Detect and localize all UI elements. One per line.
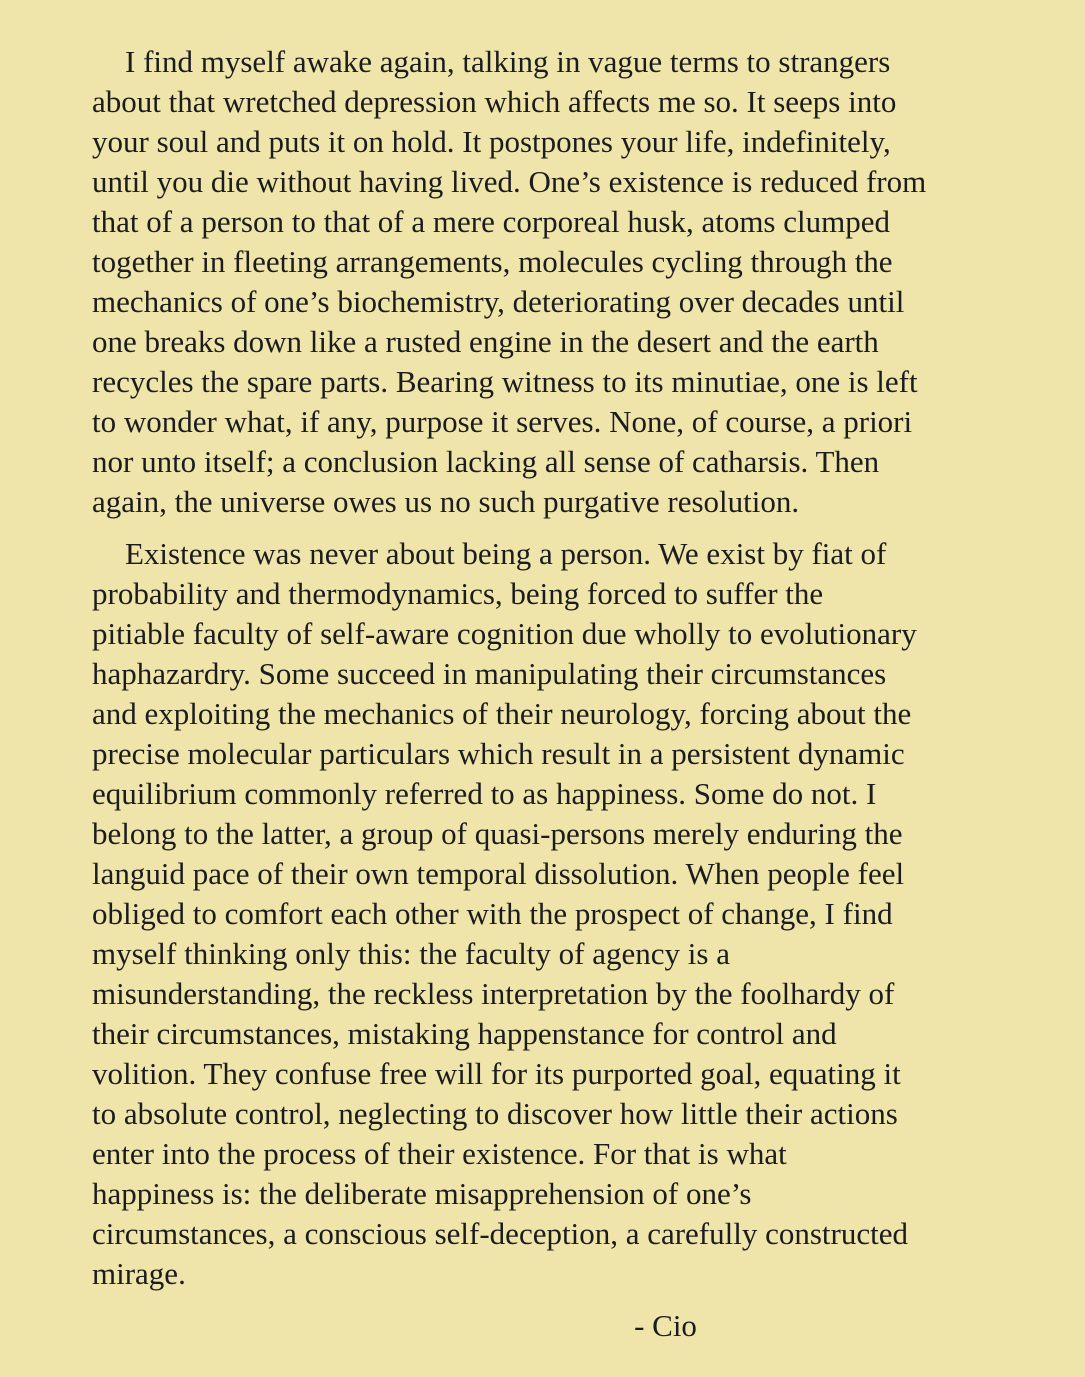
text-line: again, the universe owes us no such purgative resolution.: [92, 484, 800, 519]
text-line: circumstances, a conscious self-deception, a carefully constructed: [92, 1216, 908, 1251]
text-line: recycles the spare parts. Bearing witness to its minutiae, one is left: [92, 364, 918, 399]
text-line: haphazardry. Some succeed in manipulating their circumstances: [92, 656, 887, 691]
text-line: to wonder what, if any, purpose it serves. None, of course, a priori: [92, 404, 913, 439]
text-line: happiness is: the deliberate misapprehension of one’s: [92, 1176, 752, 1211]
text-line: and exploiting the mechanics of their neurology, forcing about the: [92, 696, 912, 731]
text-line: to absolute control, neglecting to discover how little their actions: [92, 1096, 898, 1131]
text-line: languid pace of their own temporal dissolution. When people feel: [92, 856, 905, 891]
text-line: volition. They confuse free will for its purported goal, equating it: [92, 1056, 901, 1091]
text-line: misunderstanding, the reckless interpretation by the foolhardy of: [92, 976, 895, 1011]
text-line: that of a person to that of a mere corporeal husk, atoms clumped: [92, 204, 890, 239]
text-line: belong to the latter, a group of quasi-persons merely enduring the: [92, 816, 903, 851]
signature: - Cio: [634, 1308, 697, 1343]
text-line: your soul and puts it on hold. It postpones your life, indefinitely,: [92, 124, 891, 159]
text-line: probability and thermodynamics, being forced to suffer the: [92, 576, 824, 611]
text-line: I find myself awake again, talking in vague terms to strangers: [125, 44, 891, 79]
paragraph: [92, 534, 997, 1294]
text-line: together in fleeting arrangements, molecules cycling through the: [92, 244, 893, 279]
text-line: equilibrium commonly referred to as happiness. Some do not. I: [92, 776, 877, 811]
text-line: about that wretched depression which affects me so. It seeps into: [92, 84, 897, 119]
text-line: until you die without having lived. One’s existence is reduced from: [92, 164, 927, 199]
body-text: [92, 42, 997, 1294]
paragraph: [92, 42, 997, 522]
text-line: myself thinking only this: the faculty of agency is a: [92, 936, 730, 971]
text-line: one breaks down like a rusted engine in the desert and the earth: [92, 324, 879, 359]
text-line: enter into the process of their existence. For that is what: [92, 1136, 787, 1171]
text-line: nor unto itself; a conclusion lacking all sense of catharsis. Then: [92, 444, 880, 479]
text-line: obliged to comfort each other with the prospect of change, I find: [92, 896, 893, 931]
text-line: precise molecular particulars which result in a persistent dynamic: [92, 736, 905, 771]
text-line: pitiable faculty of self-aware cognition due wholly to evolutionary: [92, 616, 917, 651]
text-line: mechanics of one’s biochemistry, deteriorating over decades until: [92, 284, 905, 319]
text-line: their circumstances, mistaking happenstance for control and: [92, 1016, 837, 1051]
text-line: mirage.: [92, 1256, 186, 1291]
text-line: Existence was never about being a person. We exist by fiat of: [125, 536, 887, 571]
